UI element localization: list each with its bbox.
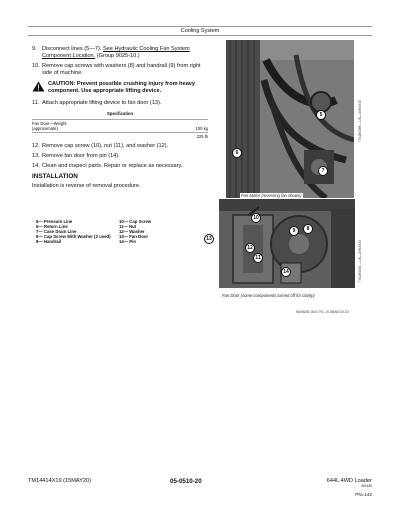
callout-13: 13 [204, 234, 214, 244]
legend-item: 12— Washer [119, 229, 145, 234]
step-text: Attach appropriate lifting device to fan door (13). [42, 100, 162, 106]
fig2-id: TX1284064 —UN—09MAY20 [358, 240, 362, 283]
legend-item: 14— Pin [119, 239, 136, 244]
callout-14: 14 [281, 267, 291, 277]
step-number: 11. [32, 100, 40, 106]
step-14 [32, 163, 208, 170]
fig1-id: TX1284086 —UN—09MAY20 [358, 100, 362, 143]
fan-door-photo [219, 199, 355, 288]
step-10 [32, 63, 208, 77]
legend-item: 5— Pressure Line [36, 219, 73, 224]
legend-item: 7— Case Drain Line [36, 229, 77, 234]
step-number: 13. [32, 153, 40, 159]
callout-5: 5 [316, 110, 326, 120]
legend-item: 11— Nut [119, 224, 137, 229]
legend-item: 8— Cap Screw With Washer (2 used) [36, 234, 111, 239]
step-13 [32, 153, 208, 160]
spec-item-label: Fan Door—Weight [32, 121, 67, 126]
step-number: 9. [32, 46, 37, 52]
fan-motor-illustration [226, 40, 354, 198]
step-text: Remove cap screw (10), nut (11), and washer (12). [42, 143, 169, 149]
step-number: 14. [32, 163, 40, 169]
fan-motor-photo [226, 40, 354, 198]
legend-item: 13— Fan Door [119, 234, 149, 239]
component-location-link[interactable]: See Hydraulic Cooling Fan System Component Location. [42, 46, 190, 59]
reference-id: NM68251,00017F3 -19-05MAY20-2/2 [296, 310, 350, 314]
spec-item-row [32, 126, 208, 131]
spec-value-alt: 225 lb [196, 134, 208, 139]
spec-value: 100 kg [195, 126, 208, 131]
legend-item: 6— Return Line [36, 224, 68, 229]
step-text: Remove cap screws with washers (8) and handrail (9) from right side of machine. [42, 63, 201, 76]
step-number: 12. [32, 143, 40, 149]
spec-divider [32, 119, 208, 120]
legend-column-2 [119, 219, 199, 244]
installation-heading: INSTALLATION [32, 173, 78, 180]
step-12 [32, 143, 208, 150]
installation-text: Installation is reverse of removal procedure. [32, 183, 141, 189]
callout-6: 6 [232, 148, 242, 158]
footer-pn: PN=142 [355, 492, 372, 497]
caution-block [32, 81, 208, 95]
step-text-group: (Group 9025-10.) [95, 53, 140, 59]
callout-10: 10 [251, 213, 261, 223]
spec-item-sub: (approximate) [32, 126, 58, 131]
callout-11: 11 [253, 253, 263, 263]
fig2-caption: Fan Door (some components turned off for clarity) [222, 293, 315, 298]
callout-7: 7 [318, 166, 328, 176]
fig1-caption: Fan Motor (reversing fan shown) [241, 193, 302, 198]
step-number: 10. [32, 63, 40, 69]
callout-8: 8 [303, 224, 313, 234]
step-text: Remove fan door from pin (14). [42, 153, 120, 159]
callout-12: 12 [245, 243, 255, 253]
step-text: Disconnect lines (5—7). [42, 46, 103, 52]
legend-item: 9— Handrail [36, 239, 62, 244]
caution-text: CAUTION: Prevent possible crushing injury from heavy component. Use appropriate lifting device. [48, 81, 196, 94]
legend-column-1 [36, 219, 116, 244]
step-text: Clean and inspect parts. Repair or replace as necessary. [42, 163, 183, 169]
footer-machine-name [327, 478, 372, 488]
step-9 [32, 46, 208, 60]
footer-model: 644L 4WD Loader [326, 478, 372, 484]
footer-date-code: 061620 [361, 484, 372, 488]
footer-manual-id: TM14414X19 (15MAY20) [28, 478, 92, 484]
step-11 [32, 100, 208, 107]
procedure-column [32, 46, 208, 190]
callout-9: 9 [289, 226, 299, 236]
legend-item: 10— Cap Screw [119, 219, 152, 224]
page-header-title: Cooling System [180, 28, 220, 34]
spec-divider [32, 132, 208, 133]
warning-triangle-icon [32, 81, 45, 95]
specification-title: Specification [106, 111, 134, 116]
footer-page-number: 05-0510-20 [170, 478, 202, 485]
